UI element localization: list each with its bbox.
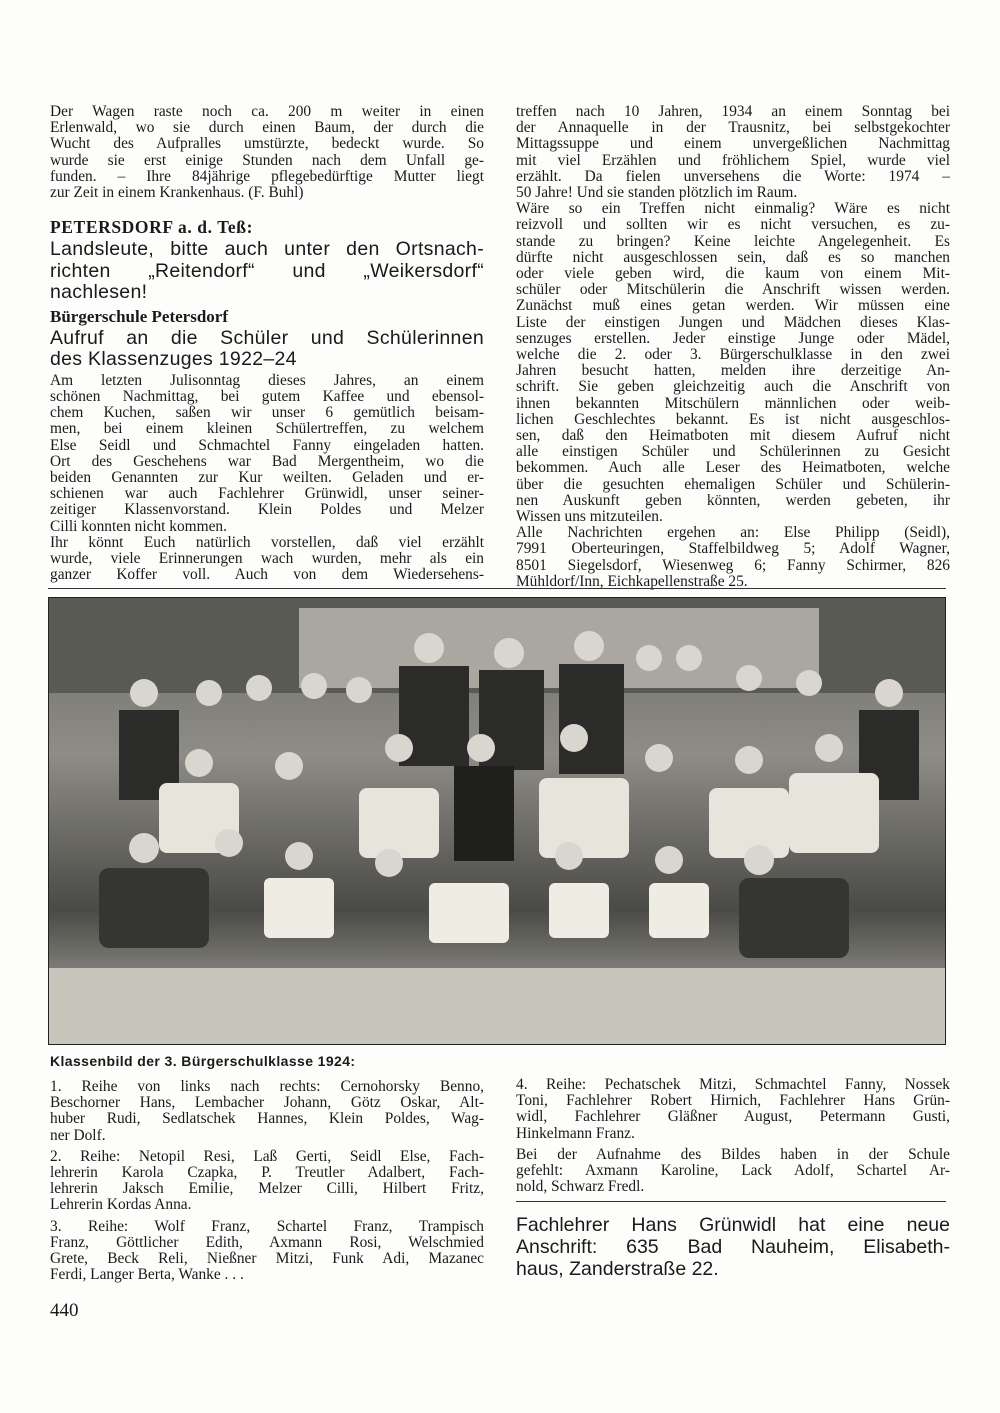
address-notice: [516, 1214, 950, 1280]
text-line: mit viel Erzählen und fröhlichem Spiel, wurde viel: [516, 151, 950, 169]
caption-right: [516, 1077, 950, 1200]
text-line: Beschorner Hans, Lembacher Johann, Götz Oskar, Alt-: [50, 1094, 484, 1112]
text-line: ner Dolf.: [50, 1126, 106, 1144]
caption-paragraph: [50, 1219, 484, 1284]
text-line: dürfte nicht ausgeschlossen sein, daß es so manchen: [516, 248, 950, 266]
text-line: senzuges erstellen. Jeder einstige Junge oder Mädel,: [516, 329, 950, 347]
body-paragraph: [516, 104, 950, 590]
school-heading: Bürgerschule Petersdorf: [50, 306, 228, 326]
text-line: haus, Zanderstraße 22.: [516, 1258, 719, 1280]
text-line: beiden Genannten zur Kur weilten. Geladen und er-: [50, 468, 484, 486]
text-line: Wäre so ein Treffen nicht einmalig? Wäre es nicht: [516, 200, 950, 218]
text-line: 3. Reihe: Wolf Franz, Schartel Franz, Trampisch: [50, 1217, 484, 1235]
text-line: Cilli konnten nicht kommen.: [50, 517, 227, 535]
text-line: Aufruf an die Schüler und Schülerinnen: [50, 326, 484, 349]
text-line: Wissen uns mitzuteilen.: [516, 508, 663, 526]
text-line: nold, Schwarz Fredl.: [516, 1178, 645, 1196]
text-line: lehrerin Jaksch Emilie, Melzer Cilli, Hilbert Fritz,: [50, 1180, 484, 1198]
text-line: Toni, Fachlehrer Robert Hirnich, Fachlehrer Hans Grün-: [516, 1092, 950, 1110]
lead-notice: [50, 239, 484, 304]
text-line: schüler oder Mitschülerin die Anschrift wissen werden.: [516, 281, 950, 299]
text-line: Ort des Geschehens war Bad Mergentheim, wo die: [50, 452, 484, 470]
text-line: zur Zeit in einem Krankenhaus. (F. Buhl): [50, 184, 304, 202]
caption-paragraph: [516, 1077, 950, 1142]
page-number: 440: [50, 1300, 79, 1321]
right-column: [516, 104, 950, 590]
text-line: Liste der einstigen Jungen und Mädchen dieses Klas-: [516, 313, 950, 331]
text-line: erzählt. Da fielen unversehens die Worte: 1974 –: [516, 167, 950, 185]
text-line: wurde, viele Erinnerungen wach wurden, mehr als ein: [50, 549, 484, 567]
text-line: Grete, Beck Reli, Nießner Mitzi, Funk Adi, Mazanec: [50, 1250, 484, 1268]
class-photo-illustration: [49, 598, 945, 1044]
text-line: Wucht des Aufpralles umstürzte, bedeckt wurde. So: [50, 135, 484, 153]
text-line: Jahren besucht hatten, melden ihre derzeitige An-: [516, 362, 950, 380]
text-line: nachlesen!: [50, 281, 148, 304]
text-line: bekommen. Auch alle Leser des Heimatboten, welche: [516, 459, 950, 477]
text-line: 8501 Siegelsdorf, Wiesenweg 6; Fanny Schirmer, 826: [516, 556, 950, 574]
text-line: 2. Reihe: Netopil Resi, Laß Gerti, Seidl Else, Fach-: [50, 1147, 484, 1165]
text-line: Anschrift: 635 Bad Nauheim, Elisabeth-: [516, 1236, 950, 1258]
text-line: Hinkelmann Franz.: [516, 1124, 635, 1142]
text-line: funden. – Ihre 84jährige pflegebedürftige Mutter liegt: [50, 167, 484, 185]
text-line: Bei der Aufnahme des Bildes haben in der Schule: [516, 1145, 950, 1163]
text-line: schönen Nachmittag, bei gutem Kaffee und ebensol-: [50, 387, 484, 405]
caption-left: [50, 1079, 484, 1288]
text-line: Zunächst muß eines getan werden. Wir müssen eine: [516, 297, 950, 315]
text-line: 1. Reihe von links nach rechts: Cernohorsky Benno,: [50, 1078, 484, 1095]
text-line: wurde sie erst einige Stunden nach dem Unfall ge-: [50, 151, 484, 169]
caption-paragraph: [50, 1149, 484, 1214]
text-line: oder viele geben wird, die kaum von einem Mit-: [516, 265, 950, 283]
caption-paragraph: [50, 1079, 484, 1144]
text-line: treffen nach 10 Jahren, 1934 an einem Sonntag bei: [516, 103, 950, 120]
left-column: [50, 104, 484, 583]
text-line: Erlenwald, wo sie durch einen Baum, der durch die: [50, 119, 484, 137]
text-line: Am letzten Julisonntag dieses Jahres, an einem: [50, 371, 484, 389]
text-line: lichen Geschlechtes bekannt. Es ist nicht ausgeschlos-: [516, 410, 950, 428]
text-line: schrift. Sie geben gleichzeitig auch die Anschrift von: [516, 378, 950, 396]
text-line: des Klassenzuges 1922–24: [50, 348, 297, 371]
text-line: schienen war auch Fachlehrer Grünwidl, unser seiner-: [50, 485, 484, 503]
divider: [516, 1201, 946, 1202]
text-line: Mittagssuppe und einem unvergeßlichen Nachmittag: [516, 135, 950, 153]
text-line: stande zu bringen? Keine leichte Angelegenheit. Es: [516, 232, 950, 250]
text-line: Landsleute, bitte auch unter den Ortsnach-: [50, 238, 484, 261]
text-line: Lehrerin Kordas Anna.: [50, 1196, 192, 1214]
section-heading: PETERSDORF a. d. Teß:: [50, 217, 254, 238]
text-line: Der Wagen raste noch ca. 200 m weiter in einen: [50, 103, 484, 120]
text-line: men, bei einem kleinen Schülertreffen, zu welchem: [50, 420, 484, 438]
intro-paragraph: [50, 104, 484, 201]
text-line: Else Seidl und Schmachtel Fanny eingeladen hatten.: [50, 436, 484, 454]
text-line: zeitiger Klassenvorstand. Klein Poldes und Melzer: [50, 501, 484, 519]
text-line: 7991 Oberteuringen, Staffelbildweg 5; Adolf Wagner,: [516, 540, 950, 558]
text-line: chem Kuchen, saßen wir unser 6 gemütlich beisam-: [50, 404, 484, 422]
text-line: reizvoll und sollten wir es nicht versuchen, es zu-: [516, 216, 950, 234]
appeal-heading: [50, 328, 484, 371]
text-line: der Annaquelle in der Trausnitz, bei selbstgekochter: [516, 119, 950, 137]
photo-caption-title: Klassenbild der 3. Bürgerschulklasse 1924:: [50, 1053, 356, 1069]
text-line: Franz, Göttlicher Edith, Axmann Rosi, Welschmied: [50, 1233, 484, 1251]
class-photo: [48, 597, 946, 1045]
text-line: ihnen bekannten Mitschülern männlichen oder weib-: [516, 394, 950, 412]
text-line: lehrerin Karola Czapka, P. Treutler Adalbert, Fach-: [50, 1164, 484, 1182]
text-line: widl, Fachlehrer Gläßner August, Petermann Gusti,: [516, 1108, 950, 1126]
text-line: 50 Jahre! Und sie standen plötzlich im Raum.: [516, 184, 798, 202]
text-line: 4. Reihe: Pechatschek Mitzi, Schmachtel Fanny, Nossek: [516, 1076, 950, 1093]
text-line: Ferdi, Langer Berta, Wanke . . .: [50, 1266, 244, 1284]
text-line: Alle Nachrichten ergehen an: Else Philipp (Seidl),: [516, 524, 950, 542]
text-line: richten „Reitendorf“ und „Weikersdorf“: [50, 259, 484, 282]
text-line: Mühldorf/Inn, Eichkapellenstraße 25.: [516, 572, 748, 590]
text-line: welche die 2. oder 3. Bürgerschulklasse in den zwei: [516, 346, 950, 364]
caption-paragraph: [516, 1147, 950, 1196]
text-line: huber Rudi, Sedlatschek Hannes, Klein Poldes, Wag-: [50, 1110, 484, 1128]
text-line: alle einstigen Schüler und Schülerinnen zu Gesicht: [516, 443, 950, 461]
text-line: ganzer Koffer voll. Auch von dem Wiedersehens-: [50, 566, 484, 584]
text-line: Fachlehrer Hans Grünwidl hat eine neue: [516, 1214, 950, 1236]
body-paragraph: [50, 373, 484, 584]
text-line: über die gesuchten ehemaligen Schüler und Schülerin-: [516, 475, 950, 493]
text-line: gefehlt: Axmann Karoline, Lack Adolf, Schartel Ar-: [516, 1162, 950, 1180]
text-line: Ihr könnt Euch natürlich vorstellen, daß viel erzählt: [50, 533, 484, 551]
text-line: nen Auskunft geben könnten, werden gebeten, ihr: [516, 491, 950, 509]
text-line: sen, daß den Heimatboten mit diesem Aufruf nicht: [516, 427, 950, 445]
divider: [48, 588, 946, 589]
notice-box: [516, 1214, 950, 1280]
